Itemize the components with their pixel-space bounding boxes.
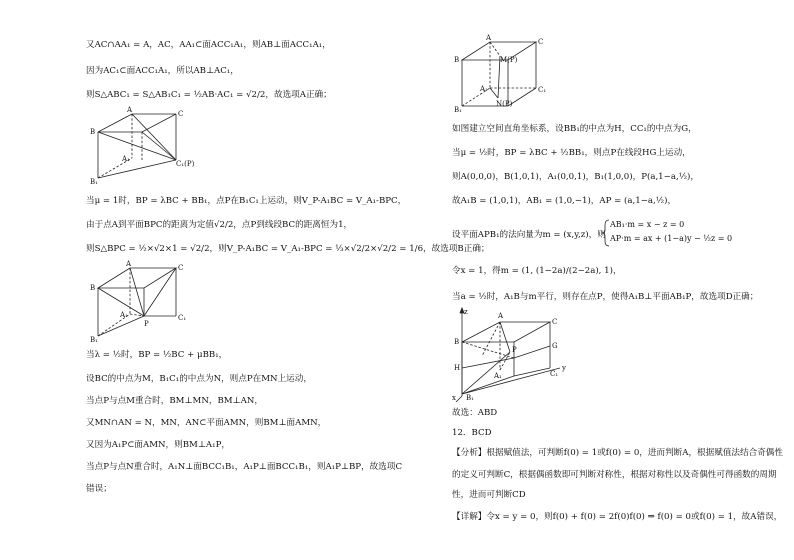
label-B1: B₁ [466,394,474,402]
label-H: H [454,364,461,372]
text-line: 当a = ½时，A₁B与m平行，则存在点P，使得A₁B⊥平面AB₁P，故选项D正确； [452,292,759,302]
text-line: 又因为A₁P⊂面AMN，则BM⊥A₁P， [86,440,230,450]
equation-system-line2: AP·m = ax + (1−a)y − ½z = 0 [610,234,733,243]
label-A1: A₁ [480,85,488,93]
text-line: 又MN∩AN = N，MN，AN⊂平面AMN，则BM⊥面AMN， [86,418,327,428]
label-B1: B₁ [90,336,98,344]
label-C1: C₁ [538,86,547,94]
label-A1: A₁ [122,155,130,163]
text-line: 则A(0,0,0)，B(1,0,1)，A₁(0,0,1)，B₁(1,0,0)，P(a,1−a,½)， [452,172,699,182]
answer-line: 12．BCD [452,428,492,438]
text-line: 则S△ABC₁ = S△AB₁C₁ = ½AB·AC₁ = √2/2，故选项A正确； [86,90,332,100]
analysis-line: 性，进而可判断CD [452,490,526,500]
label-z: z [464,308,468,316]
label-C1P: C₁(P) [176,160,195,168]
label-A: A [127,106,133,114]
label-C: C [552,318,558,326]
label-C1: C₁ [550,370,559,378]
label-C: C [178,110,184,118]
label-B1: B₁ [454,106,462,114]
label-NP: N(P) [496,100,513,108]
label-A: A [486,34,492,42]
text-line: 因为AC₁⊂面ACC₁A₁，所以AB⊥AC₁， [86,66,239,76]
prism-figure-3 [452,34,562,114]
label-MP: M(P) [500,56,518,64]
label-P: P [144,320,149,328]
text-line: 当μ = 1时，BP = λBC + BB₁，点P在B₁C₁上运动，则V_P-A₁BC = V_A₁-BPC， [86,196,407,206]
text-line: 当μ = ½时，BP = λBC + ½BB₁，则点P在线段HG上运动， [452,148,691,158]
text-line: 又AC∩AA₁ = A，AC，AA₁⊂面ACC₁A₁，则AB⊥面ACC₁A₁， [86,40,331,50]
label-A: A [126,260,132,268]
text-line: 由于点A到平面BPC的距离为定值√2/2，点P到线段BC的距离恒为1， [86,220,353,230]
prism-figure-1 [90,104,200,186]
text-line: 当λ = ½时，BP = ½BC + μBB₁， [86,350,228,360]
analysis-line: 【分析】根据赋值法，可判断f(0) = 1或f(0) = 0，进而判断A，根据赋值法结合奇偶性 [452,448,783,458]
label-A: A [498,312,504,320]
text-line: 错误； [86,484,112,494]
label-x: x [452,394,456,402]
text-line: 设BC的中点为M，B₁C₁的中点为N，则点P在MN上运动， [86,374,312,384]
text-line: 设平面APB₁的法向量为m = (x,y,z)，则 [452,230,606,240]
brace-icon [602,219,610,247]
label-y: y [562,364,566,372]
label-C: C [538,38,544,46]
label-B: B [454,56,460,64]
text-line: 则S△BPC = ½×√2×1 = √2/2，则V_P-A₁BC = V_A₁-BPC = ⅓×√2/2×√2/2 = 1/6，故选项B正确； [86,244,490,254]
label-B1: B₁ [90,178,98,186]
text-line: 故选：ABD [452,408,498,418]
text-line: 当点P与点M重合时，BM⊥MN，BM⊥AN， [86,396,263,406]
label-P: P [512,346,517,354]
label-B: B [90,284,96,292]
label-C1: C₁ [178,314,187,322]
analysis-line: 的定义可判断C，根据偶函数即可判断对称性，根据对称性以及奇偶性可得函数的周期 [452,470,777,480]
equation-system-line1: AB₁·m = x − z = 0 [610,220,685,229]
coordinate-prism-figure-4 [452,306,572,402]
detail-line: 【详解】令x = y = 0，则f(0) + f(0) = 2f(0)f(0) ⇒ f(0) = 0或f(0) = 1，故A错误， [452,512,783,522]
text-line: 如图建立空间直角坐标系，设BB₁的中点为H，CC₁的中点为G， [452,124,697,134]
text-line: 令x = 1，得m = (1, (1−2a)/(2−2a), 1)， [452,266,622,276]
text-line: 当点P与点N重合时，A₁N⊥面BCC₁B₁，A₁P⊥面BCC₁B₁，则A₁P⊥BP，故选项C [86,462,403,472]
label-B: B [90,128,96,136]
label-A1: A₁ [120,311,128,319]
text-line: 故A₁B = (1,0,1)，AB₁ = (1,0,−1)，AP = (a,1−a,½)， [452,196,677,206]
label-B: B [454,338,460,346]
label-G: G [552,342,558,350]
label-C: C [178,264,184,272]
prism-figure-2 [90,258,200,344]
label-A1: A₁ [494,372,502,380]
